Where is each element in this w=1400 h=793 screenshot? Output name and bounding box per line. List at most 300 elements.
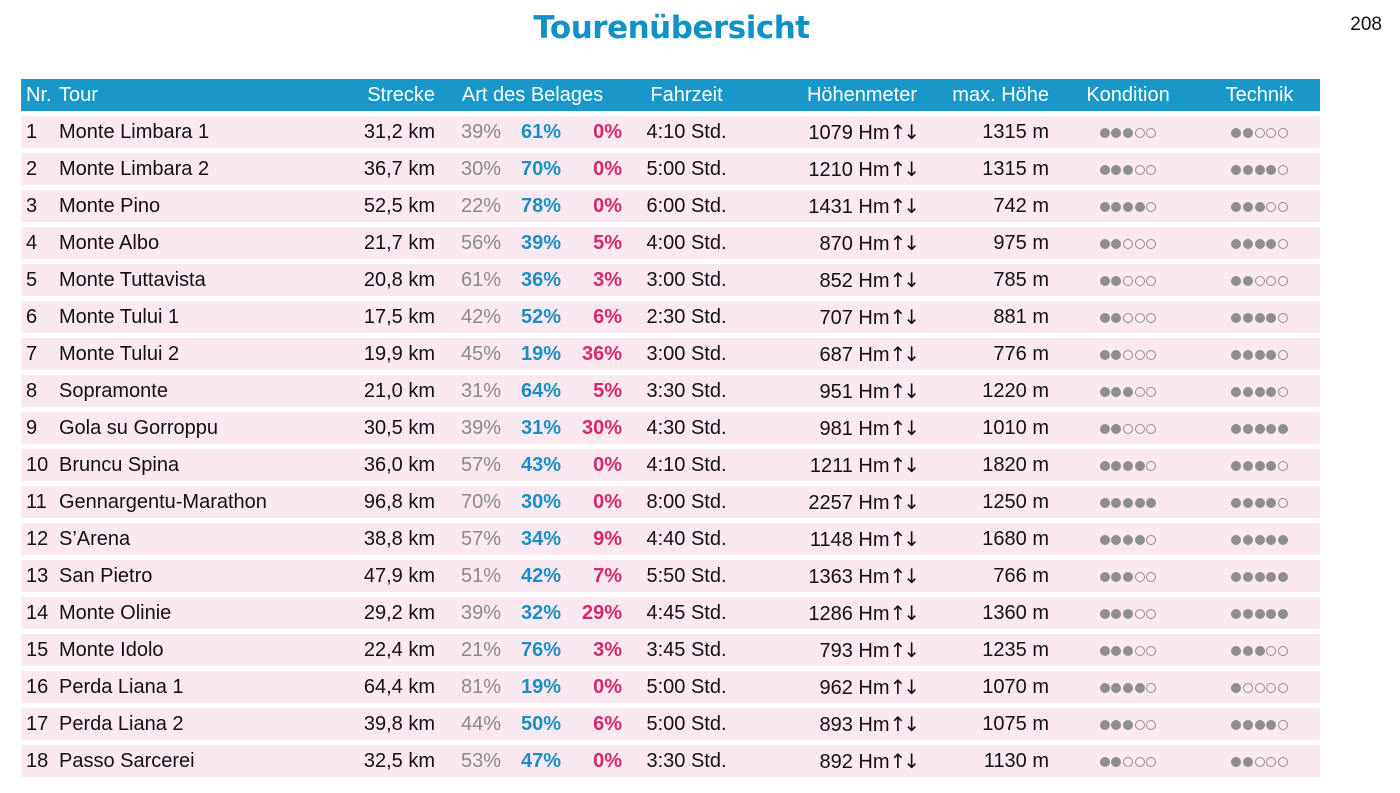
filled-dot-icon [1243,202,1253,212]
filled-dot-icon [1243,128,1253,138]
cell-fahrzeit: 4:00 Std. [626,227,747,259]
cell-fahrzeit: 4:45 Std. [626,597,747,629]
cell-max-hoehe: 776 m [921,338,1057,370]
empty-dot-icon [1266,646,1276,656]
cell-technik [1199,745,1320,777]
cell-strecke: 30,5 km [283,412,439,444]
cell-nr: 8 [21,375,59,407]
empty-dot-icon [1135,757,1145,767]
filled-dot-icon [1255,609,1265,619]
cell-strecke: 31,2 km [283,116,439,148]
empty-dot-icon [1278,350,1288,360]
col-header-belag: Art des Belages [439,79,626,111]
technik-rating [1231,158,1289,181]
table-row [21,153,1320,185]
cell-belag-a: 39% [439,597,505,629]
empty-dot-icon [1135,128,1145,138]
up-down-arrows-icon: ↑↓ [889,637,918,662]
cell-technik [1199,449,1320,481]
cell-fahrzeit: 2:30 Std. [626,301,747,333]
cell-hoehenmeter [747,227,921,259]
filled-dot-icon [1266,313,1276,323]
cell-tour: Gola su Gorroppu [59,412,283,444]
hoehenmeter-value: 951 Hm [819,380,890,403]
hoehenmeter-value: 2257 Hm [808,491,890,514]
cell-belag-a: 53% [439,745,505,777]
hoehenmeter-value: 870 Hm [819,232,890,255]
filled-dot-icon [1111,313,1121,323]
cell-nr: 4 [21,227,59,259]
filled-dot-icon [1255,572,1265,582]
cell-strecke: 96,8 km [283,486,439,518]
cell-belag-a: 57% [439,523,505,555]
cell-nr: 18 [21,745,59,777]
cell-tour: Monte Tului 2 [59,338,283,370]
filled-dot-icon [1243,646,1253,656]
cell-kondition [1057,264,1199,296]
filled-dot-icon [1111,683,1121,693]
empty-dot-icon [1135,646,1145,656]
kondition-rating [1099,602,1157,625]
cell-technik [1199,634,1320,666]
cell-max-hoehe: 1315 m [921,116,1057,148]
table-row [21,560,1320,592]
cell-strecke: 32,5 km [283,745,439,777]
cell-max-hoehe: 1820 m [921,449,1057,481]
filled-dot-icon [1231,202,1241,212]
cell-belag-c: 6% [565,301,626,333]
cell-hoehenmeter [747,597,921,629]
filled-dot-icon [1243,350,1253,360]
table-row [21,523,1320,555]
technik-rating [1231,454,1289,477]
cell-strecke: 19,9 km [283,338,439,370]
up-down-arrows-icon: ↑↓ [889,711,918,736]
up-down-arrows-icon: ↑↓ [889,193,918,218]
empty-dot-icon [1278,276,1288,286]
cell-tour: Perda Liana 1 [59,671,283,703]
cell-max-hoehe: 1075 m [921,708,1057,740]
technik-rating [1231,528,1289,551]
filled-dot-icon [1255,313,1265,323]
cell-belag-b: 19% [505,671,565,703]
cell-technik [1199,412,1320,444]
cell-belag-b: 43% [505,449,565,481]
filled-dot-icon [1100,424,1110,434]
technik-rating [1231,306,1289,329]
cell-kondition [1057,523,1199,555]
cell-belag-b: 76% [505,634,565,666]
cell-technik [1199,708,1320,740]
cell-belag-b: 64% [505,375,565,407]
technik-rating [1231,565,1289,588]
cell-belag-c: 7% [565,560,626,592]
table-row [21,634,1320,666]
cell-belag-b: 36% [505,264,565,296]
filled-dot-icon [1123,498,1133,508]
empty-dot-icon [1146,757,1156,767]
filled-dot-icon [1243,239,1253,249]
up-down-arrows-icon: ↑↓ [889,526,918,551]
cell-technik [1199,227,1320,259]
filled-dot-icon [1111,535,1121,545]
cell-kondition [1057,190,1199,222]
cell-hoehenmeter [747,375,921,407]
kondition-rating [1099,343,1157,366]
filled-dot-icon [1100,313,1110,323]
cell-kondition [1057,153,1199,185]
filled-dot-icon [1123,387,1133,397]
cell-fahrzeit: 3:00 Std. [626,338,747,370]
filled-dot-icon [1243,424,1253,434]
empty-dot-icon [1146,646,1156,656]
up-down-arrows-icon: ↑↓ [889,341,918,366]
cell-max-hoehe: 1070 m [921,671,1057,703]
empty-dot-icon [1146,424,1156,434]
cell-fahrzeit: 5:00 Std. [626,708,747,740]
filled-dot-icon [1231,757,1241,767]
cell-hoehenmeter [747,116,921,148]
filled-dot-icon [1100,202,1110,212]
up-down-arrows-icon: ↑↓ [889,563,918,588]
empty-dot-icon [1278,683,1288,693]
cell-nr: 14 [21,597,59,629]
cell-nr: 9 [21,412,59,444]
empty-dot-icon [1146,276,1156,286]
cell-belag-c: 0% [565,116,626,148]
filled-dot-icon [1278,609,1288,619]
cell-belag-b: 47% [505,745,565,777]
filled-dot-icon [1266,498,1276,508]
cell-kondition [1057,412,1199,444]
cell-fahrzeit: 4:30 Std. [626,412,747,444]
filled-dot-icon [1231,350,1241,360]
filled-dot-icon [1231,128,1241,138]
cell-tour: Passo Sarcerei [59,745,283,777]
empty-dot-icon [1255,128,1265,138]
kondition-rating [1099,750,1157,773]
cell-fahrzeit: 6:00 Std. [626,190,747,222]
cell-strecke: 36,7 km [283,153,439,185]
cell-belag-c: 0% [565,671,626,703]
filled-dot-icon [1255,239,1265,249]
cell-belag-a: 31% [439,375,505,407]
filled-dot-icon [1111,202,1121,212]
cell-strecke: 22,4 km [283,634,439,666]
filled-dot-icon [1111,609,1121,619]
cell-kondition [1057,301,1199,333]
filled-dot-icon [1231,276,1241,286]
cell-kondition [1057,745,1199,777]
cell-kondition [1057,375,1199,407]
cell-belag-c: 29% [565,597,626,629]
empty-dot-icon [1278,239,1288,249]
empty-dot-icon [1146,535,1156,545]
table-row [21,449,1320,481]
cell-fahrzeit: 3:45 Std. [626,634,747,666]
cell-tour: Perda Liana 2 [59,708,283,740]
filled-dot-icon [1266,424,1276,434]
up-down-arrows-icon: ↑↓ [889,267,918,292]
empty-dot-icon [1255,683,1265,693]
cell-tour: Monte Olinie [59,597,283,629]
cell-tour: Monte Idolo [59,634,283,666]
empty-dot-icon [1146,461,1156,471]
table-row [21,412,1320,444]
cell-technik [1199,523,1320,555]
cell-nr: 11 [21,486,59,518]
cell-nr: 10 [21,449,59,481]
filled-dot-icon [1255,646,1265,656]
cell-strecke: 38,8 km [283,523,439,555]
cell-tour: Monte Limbara 1 [59,116,283,148]
empty-dot-icon [1123,313,1133,323]
cell-belag-b: 52% [505,301,565,333]
cell-belag-a: 45% [439,338,505,370]
technik-rating [1231,491,1289,514]
table-row [21,227,1320,259]
up-down-arrows-icon: ↑↓ [889,748,918,773]
cell-belag-c: 5% [565,375,626,407]
up-down-arrows-icon: ↑↓ [889,674,918,699]
cell-fahrzeit: 8:00 Std. [626,486,747,518]
filled-dot-icon [1111,646,1121,656]
kondition-rating [1099,491,1157,514]
table-row [21,375,1320,407]
cell-hoehenmeter [747,671,921,703]
cell-tour: Monte Tuttavista [59,264,283,296]
cell-belag-a: 39% [439,412,505,444]
kondition-rating [1099,121,1157,144]
empty-dot-icon [1146,165,1156,175]
cell-kondition [1057,560,1199,592]
empty-dot-icon [1278,498,1288,508]
cell-kondition [1057,597,1199,629]
table-header-row [21,79,1320,111]
up-down-arrows-icon: ↑↓ [889,230,918,255]
filled-dot-icon [1135,202,1145,212]
cell-hoehenmeter [747,190,921,222]
filled-dot-icon [1123,202,1133,212]
empty-dot-icon [1146,128,1156,138]
cell-fahrzeit: 3:00 Std. [626,264,747,296]
filled-dot-icon [1255,498,1265,508]
filled-dot-icon [1243,165,1253,175]
cell-fahrzeit: 5:00 Std. [626,671,747,703]
cell-belag-c: 3% [565,264,626,296]
technik-rating [1231,676,1289,699]
cell-max-hoehe: 766 m [921,560,1057,592]
cell-technik [1199,560,1320,592]
filled-dot-icon [1243,313,1253,323]
technik-rating [1231,343,1289,366]
empty-dot-icon [1266,276,1276,286]
filled-dot-icon [1135,461,1145,471]
cell-hoehenmeter [747,560,921,592]
kondition-rating [1099,417,1157,440]
filled-dot-icon [1135,683,1145,693]
filled-dot-icon [1123,128,1133,138]
filled-dot-icon [1255,424,1265,434]
filled-dot-icon [1278,424,1288,434]
cell-belag-a: 61% [439,264,505,296]
table-row [21,264,1320,296]
col-header-tour: Tour [59,79,283,111]
cell-belag-a: 51% [439,560,505,592]
cell-hoehenmeter [747,301,921,333]
cell-belag-b: 31% [505,412,565,444]
empty-dot-icon [1135,313,1145,323]
cell-strecke: 47,9 km [283,560,439,592]
up-down-arrows-icon: ↑↓ [889,600,918,625]
cell-belag-c: 5% [565,227,626,259]
hoehenmeter-value: 893 Hm [819,713,890,736]
hoehenmeter-value: 793 Hm [819,639,890,662]
filled-dot-icon [1255,387,1265,397]
technik-rating [1231,713,1289,736]
cell-kondition [1057,338,1199,370]
table-row [21,597,1320,629]
empty-dot-icon [1146,239,1156,249]
cell-belag-b: 39% [505,227,565,259]
empty-dot-icon [1146,609,1156,619]
cell-technik [1199,597,1320,629]
filled-dot-icon [1231,683,1241,693]
filled-dot-icon [1135,535,1145,545]
technik-rating [1231,639,1289,662]
cell-technik [1199,338,1320,370]
filled-dot-icon [1100,128,1110,138]
filled-dot-icon [1100,387,1110,397]
up-down-arrows-icon: ↑↓ [889,156,918,181]
filled-dot-icon [1111,239,1121,249]
tour-overview-table [21,74,1320,782]
cell-nr: 3 [21,190,59,222]
empty-dot-icon [1135,609,1145,619]
cell-max-hoehe: 1130 m [921,745,1057,777]
cell-belag-c: 0% [565,190,626,222]
filled-dot-icon [1111,165,1121,175]
empty-dot-icon [1243,683,1253,693]
filled-dot-icon [1243,572,1253,582]
filled-dot-icon [1111,461,1121,471]
filled-dot-icon [1255,202,1265,212]
cell-kondition [1057,671,1199,703]
empty-dot-icon [1135,239,1145,249]
cell-max-hoehe: 1220 m [921,375,1057,407]
kondition-rating [1099,269,1157,292]
cell-belag-a: 44% [439,708,505,740]
cell-nr: 15 [21,634,59,666]
filled-dot-icon [1266,535,1276,545]
cell-kondition [1057,634,1199,666]
empty-dot-icon [1278,313,1288,323]
cell-kondition [1057,708,1199,740]
technik-rating [1231,417,1289,440]
empty-dot-icon [1266,757,1276,767]
filled-dot-icon [1111,128,1121,138]
empty-dot-icon [1278,202,1288,212]
table-body [21,116,1320,777]
cell-tour: San Pietro [59,560,283,592]
cell-tour: Sopramonte [59,375,283,407]
col-header-kondition: Kondition [1057,79,1199,111]
filled-dot-icon [1123,720,1133,730]
cell-technik [1199,190,1320,222]
cell-belag-b: 19% [505,338,565,370]
filled-dot-icon [1123,535,1133,545]
empty-dot-icon [1146,720,1156,730]
cell-belag-b: 61% [505,116,565,148]
hoehenmeter-value: 852 Hm [819,269,890,292]
filled-dot-icon [1278,535,1288,545]
cell-fahrzeit: 3:30 Std. [626,745,747,777]
filled-dot-icon [1111,350,1121,360]
empty-dot-icon [1278,387,1288,397]
filled-dot-icon [1266,720,1276,730]
filled-dot-icon [1111,720,1121,730]
filled-dot-icon [1100,535,1110,545]
empty-dot-icon [1278,165,1288,175]
cell-tour: Monte Tului 1 [59,301,283,333]
cell-tour: Bruncu Spina [59,449,283,481]
technik-rating [1231,602,1289,625]
up-down-arrows-icon: ↑↓ [889,378,918,403]
cell-max-hoehe: 975 m [921,227,1057,259]
filled-dot-icon [1111,424,1121,434]
up-down-arrows-icon: ↑↓ [889,304,918,329]
cell-max-hoehe: 1010 m [921,412,1057,444]
cell-belag-b: 78% [505,190,565,222]
hoehenmeter-value: 981 Hm [819,417,890,440]
filled-dot-icon [1111,498,1121,508]
hoehenmeter-value: 962 Hm [819,676,890,699]
empty-dot-icon [1135,720,1145,730]
cell-max-hoehe: 742 m [921,190,1057,222]
cell-belag-b: 34% [505,523,565,555]
filled-dot-icon [1231,646,1241,656]
hoehenmeter-value: 687 Hm [819,343,890,366]
filled-dot-icon [1100,498,1110,508]
empty-dot-icon [1255,276,1265,286]
filled-dot-icon [1100,609,1110,619]
filled-dot-icon [1243,387,1253,397]
cell-nr: 13 [21,560,59,592]
cell-fahrzeit: 3:30 Std. [626,375,747,407]
filled-dot-icon [1266,609,1276,619]
technik-rating [1231,750,1289,773]
empty-dot-icon [1135,165,1145,175]
hoehenmeter-value: 1363 Hm [808,565,890,588]
col-header-max-hoehe: max. Höhe [921,79,1057,111]
empty-dot-icon [1135,572,1145,582]
filled-dot-icon [1111,387,1121,397]
cell-tour: Gennargentu-Marathon [59,486,283,518]
filled-dot-icon [1266,461,1276,471]
cell-strecke: 21,0 km [283,375,439,407]
filled-dot-icon [1243,276,1253,286]
empty-dot-icon [1278,128,1288,138]
page-title: Tourenübersicht [533,10,810,46]
empty-dot-icon [1266,683,1276,693]
cell-kondition [1057,116,1199,148]
filled-dot-icon [1243,757,1253,767]
filled-dot-icon [1100,757,1110,767]
kondition-rating [1099,380,1157,403]
empty-dot-icon [1135,424,1145,434]
kondition-rating [1099,528,1157,551]
filled-dot-icon [1231,535,1241,545]
